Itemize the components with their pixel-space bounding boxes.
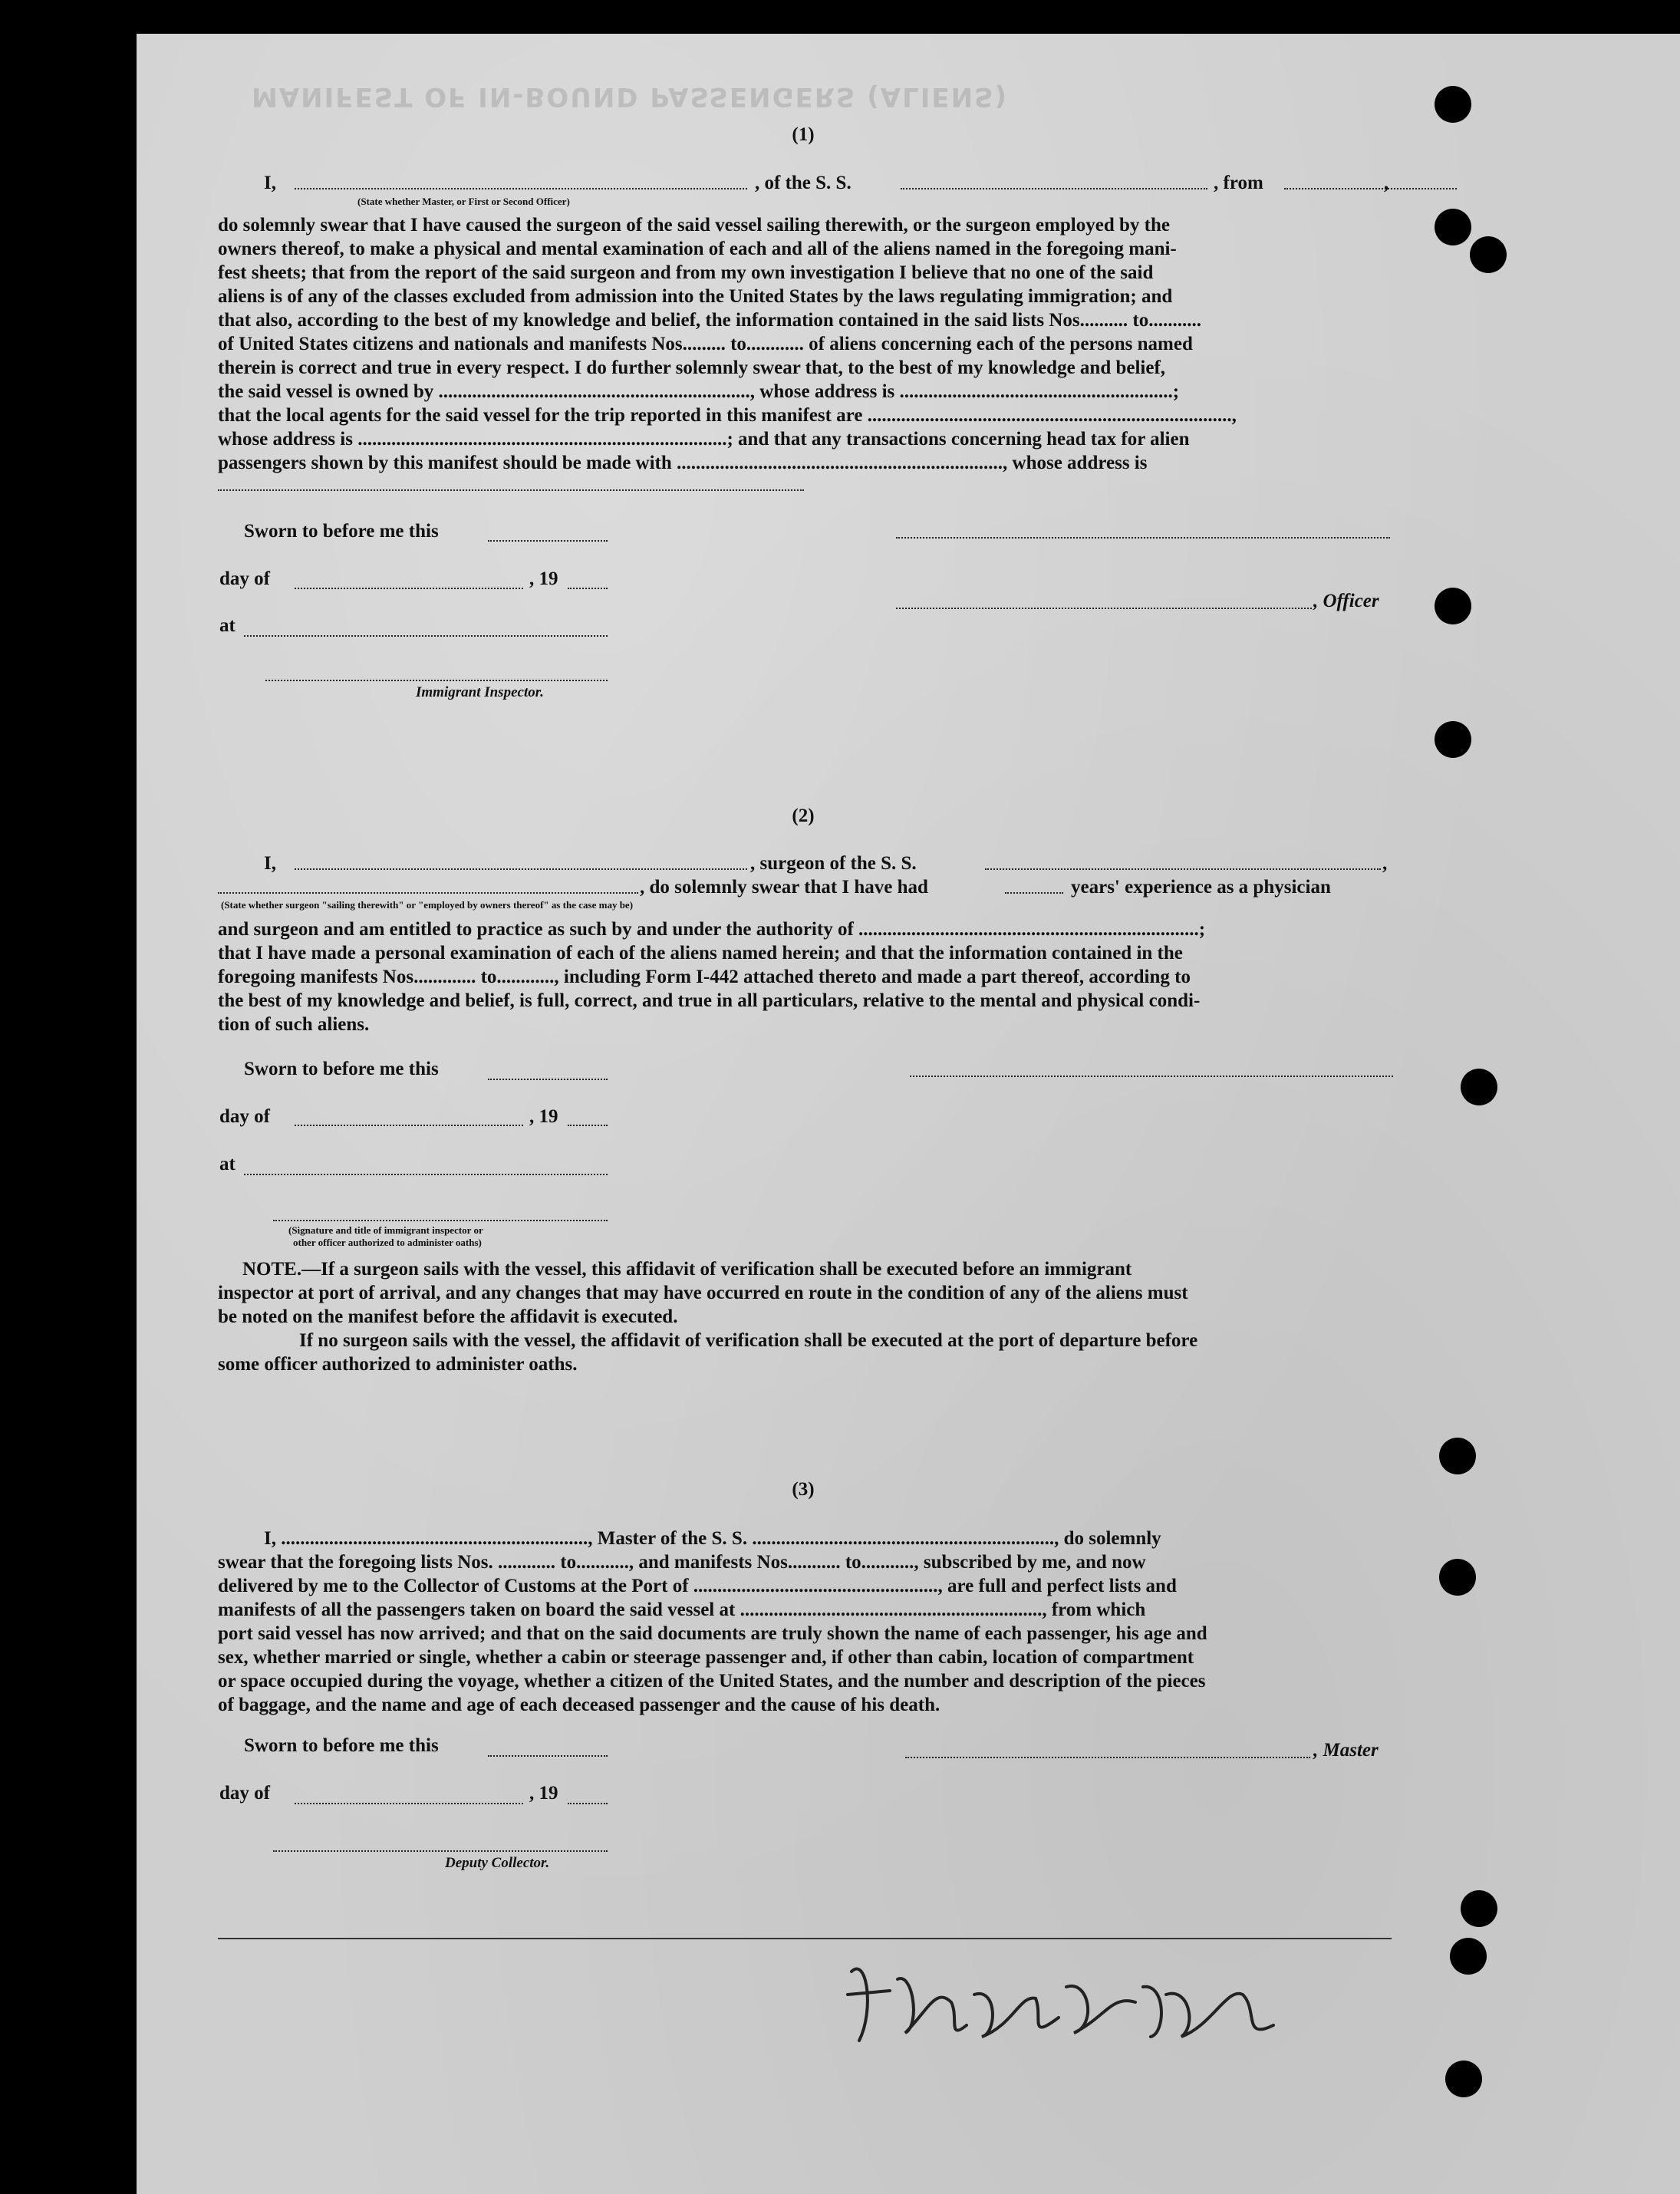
label: years' experience as a physician — [1071, 877, 1331, 898]
text-line: manifests of all the passengers taken on board the said vessel at ..............................................................., from which — [218, 1599, 1146, 1620]
text-line: do solemnly swear that I have caused the surgeon of the said vessel sailing therewith, or the surgeon employed by the — [218, 215, 1170, 236]
text-line: tion of such aliens. — [218, 1014, 370, 1035]
year-label: , 19 — [529, 1106, 558, 1127]
master-text — [218, 1527, 1392, 1717]
blank — [1284, 174, 1457, 189]
text-line: owners thereof, to make a physical and mental examination of each and all of the aliens named in the foregoing mani- — [218, 239, 1177, 259]
blank — [1005, 878, 1063, 894]
at-label: at — [219, 1154, 236, 1174]
label: , — [1382, 853, 1388, 874]
oath-text — [218, 213, 1392, 475]
text-line: delivered by me to the Collector of Customs at the Port of ..................................................., are full and perfect lists and — [218, 1576, 1177, 1596]
text-line: the said vessel is owned by ................................................................., whose address is .........................................................; — [218, 381, 1180, 402]
label: , from — [1214, 173, 1263, 193]
year-label: , 19 — [529, 1783, 558, 1804]
binder-hole — [1435, 86, 1471, 123]
blank-line — [568, 1803, 608, 1804]
master-label: , Master — [1313, 1740, 1379, 1761]
text-line: some officer authorized to administer oaths. — [218, 1354, 578, 1375]
binder-hole — [1435, 721, 1471, 758]
officer-label: , Officer — [1313, 591, 1379, 611]
text-line: NOTE.—If a surgeon sails with the vessel, this affidavit of verification shall be executed before an immigrant — [242, 1259, 1132, 1280]
binder-hole — [1470, 236, 1507, 273]
caption: (State whether surgeon "sailing therewith" or "employed by owners thereof" as the case may be) — [221, 899, 634, 911]
text-line: port said vessel has now arrived; and that on the said documents are truly shown the name of each passenger, his age and — [218, 1623, 1207, 1644]
label: , — [1384, 173, 1389, 193]
day-label: day of — [219, 1783, 270, 1804]
blank — [295, 855, 747, 870]
binder-hole — [1435, 588, 1471, 624]
text-line: inspector at port of arrival, and any changes that may have occurred en route in the condition of any of the aliens must — [218, 1283, 1188, 1303]
blank-line — [295, 588, 523, 589]
label: I, — [264, 173, 276, 193]
section-number: (3) — [792, 1479, 815, 1500]
blank-line — [910, 1076, 1393, 1077]
text-line: that also, according to the best of my knowledge and belief, the information contained in the said lists Nos.......... to........... — [218, 310, 1201, 331]
text-line: foregoing manifests Nos............. to............, including Form I-442 attached thereto and made a part thereof, according to — [218, 967, 1191, 987]
binder-hole — [1450, 1938, 1487, 1975]
blank-line — [488, 540, 608, 542]
year-label: , 19 — [529, 568, 558, 589]
blank — [218, 878, 638, 894]
text-line: sex, whether married or single, whether a cabin or steerage passenger and, if other than cabin, location of compartment — [218, 1647, 1194, 1668]
caption: (State whether Master, or First or Second Officer) — [357, 196, 570, 207]
blank-line — [905, 1757, 1310, 1758]
binder-hole — [1439, 1438, 1476, 1474]
text-line: whose address is .............................................................................; and that any transactions concerning head tax for alien — [218, 429, 1190, 450]
at-label: at — [219, 615, 236, 636]
label: , of the S. S. — [755, 173, 852, 193]
blank — [901, 174, 1207, 189]
blank-line — [273, 1850, 608, 1852]
binder-hole — [1435, 209, 1471, 245]
text-line: passengers shown by this manifest should be made with ...................................................................., whose address is — [218, 453, 1148, 473]
text-line: of United States citizens and nationals and manifests Nos......... to............ of aliens concerning each of the persons named — [218, 334, 1193, 354]
blank-line — [244, 635, 608, 637]
blank-line — [295, 1125, 523, 1126]
surgeon-text — [218, 917, 1392, 1036]
binder-hole — [1461, 1069, 1497, 1105]
text-line: If no surgeon sails with the vessel, the affidavit of verification shall be executed at the port of departure before — [299, 1330, 1198, 1351]
blank-line — [488, 1079, 608, 1080]
blank-line — [295, 1803, 523, 1804]
handwritten-annotation — [844, 1941, 1319, 2064]
caption: other officer authorized to administer oaths) — [293, 1237, 482, 1248]
blank — [295, 174, 747, 189]
sworn-label: Sworn to before me this — [244, 1735, 439, 1756]
inspector-caption: Immigrant Inspector. — [416, 684, 544, 700]
text-line: and surgeon and am entitled to practice as such by and under the authority of .......................................................................; — [218, 919, 1206, 940]
section-number: (1) — [792, 124, 815, 145]
label: , surgeon of the S. S. — [750, 853, 917, 874]
blank-line — [896, 537, 1390, 539]
day-label: day of — [219, 1106, 270, 1127]
text-line: aliens is of any of the classes excluded from admission into the United States by the laws regulating immigration; and — [218, 286, 1173, 307]
text-line: be noted on the manifest before the affidavit is executed. — [218, 1306, 678, 1327]
text-line: that the local agents for the said vessel for the trip reported in this manifest are ............................................................................, — [218, 405, 1237, 426]
blank-line — [488, 1755, 608, 1757]
text-line: the best of my knowledge and belief, is full, correct, and true in all particulars, relative to the mental and physical condi- — [218, 990, 1201, 1011]
blank — [985, 855, 1381, 870]
text-line: therein is correct and true in every respect. I do further solemnly swear that, to the best of my knowledge and belief, — [218, 357, 1166, 378]
binder-hole — [1445, 2061, 1482, 2097]
blank-line — [568, 1125, 608, 1126]
blank-line — [244, 1174, 608, 1175]
blank-line — [218, 489, 804, 491]
blank-line — [273, 1220, 608, 1221]
text-line: fest sheets; that from the report of the said surgeon and from my own investigation I believe that no one of the said — [218, 262, 1154, 283]
sworn-label: Sworn to before me this — [244, 1059, 439, 1079]
binder-hole — [1439, 1559, 1476, 1596]
blank-line — [265, 680, 608, 681]
section-number: (2) — [792, 805, 815, 826]
label: I, — [264, 853, 276, 874]
blank-line — [568, 588, 608, 589]
text-line: I, ................................................................, Master of the S. S. ..............................................................., do solemnly — [264, 1528, 1161, 1549]
blank-line — [896, 608, 1312, 609]
text-line: of baggage, and the name and age of each deceased passenger and the cause of his death. — [218, 1695, 940, 1715]
day-label: day of — [219, 568, 270, 589]
label: , do solemnly swear that I have had — [640, 877, 928, 898]
deputy-caption: Deputy Collector. — [445, 1855, 550, 1871]
text-line: that I have made a personal examination of each of the aliens named herein; and that the information contained in the — [218, 943, 1183, 964]
note-text — [218, 1257, 1392, 1376]
binder-hole — [1461, 1890, 1497, 1927]
caption: (Signature and title of immigrant inspector or — [288, 1224, 483, 1236]
text-line: swear that the foregoing lists Nos. ............ to..........., and manifests Nos........... to..........., subscribed by me, and now — [218, 1552, 1146, 1573]
sworn-label: Sworn to before me this — [244, 521, 439, 542]
bleed-through-text: MANIFEST OF IN-BOUND PASSENGERS (ALIENS) — [252, 81, 1009, 112]
bottom-rule — [218, 1938, 1392, 1939]
text-line: or space occupied during the voyage, whether a citizen of the United States, and the number and description of the pieces — [218, 1671, 1206, 1692]
